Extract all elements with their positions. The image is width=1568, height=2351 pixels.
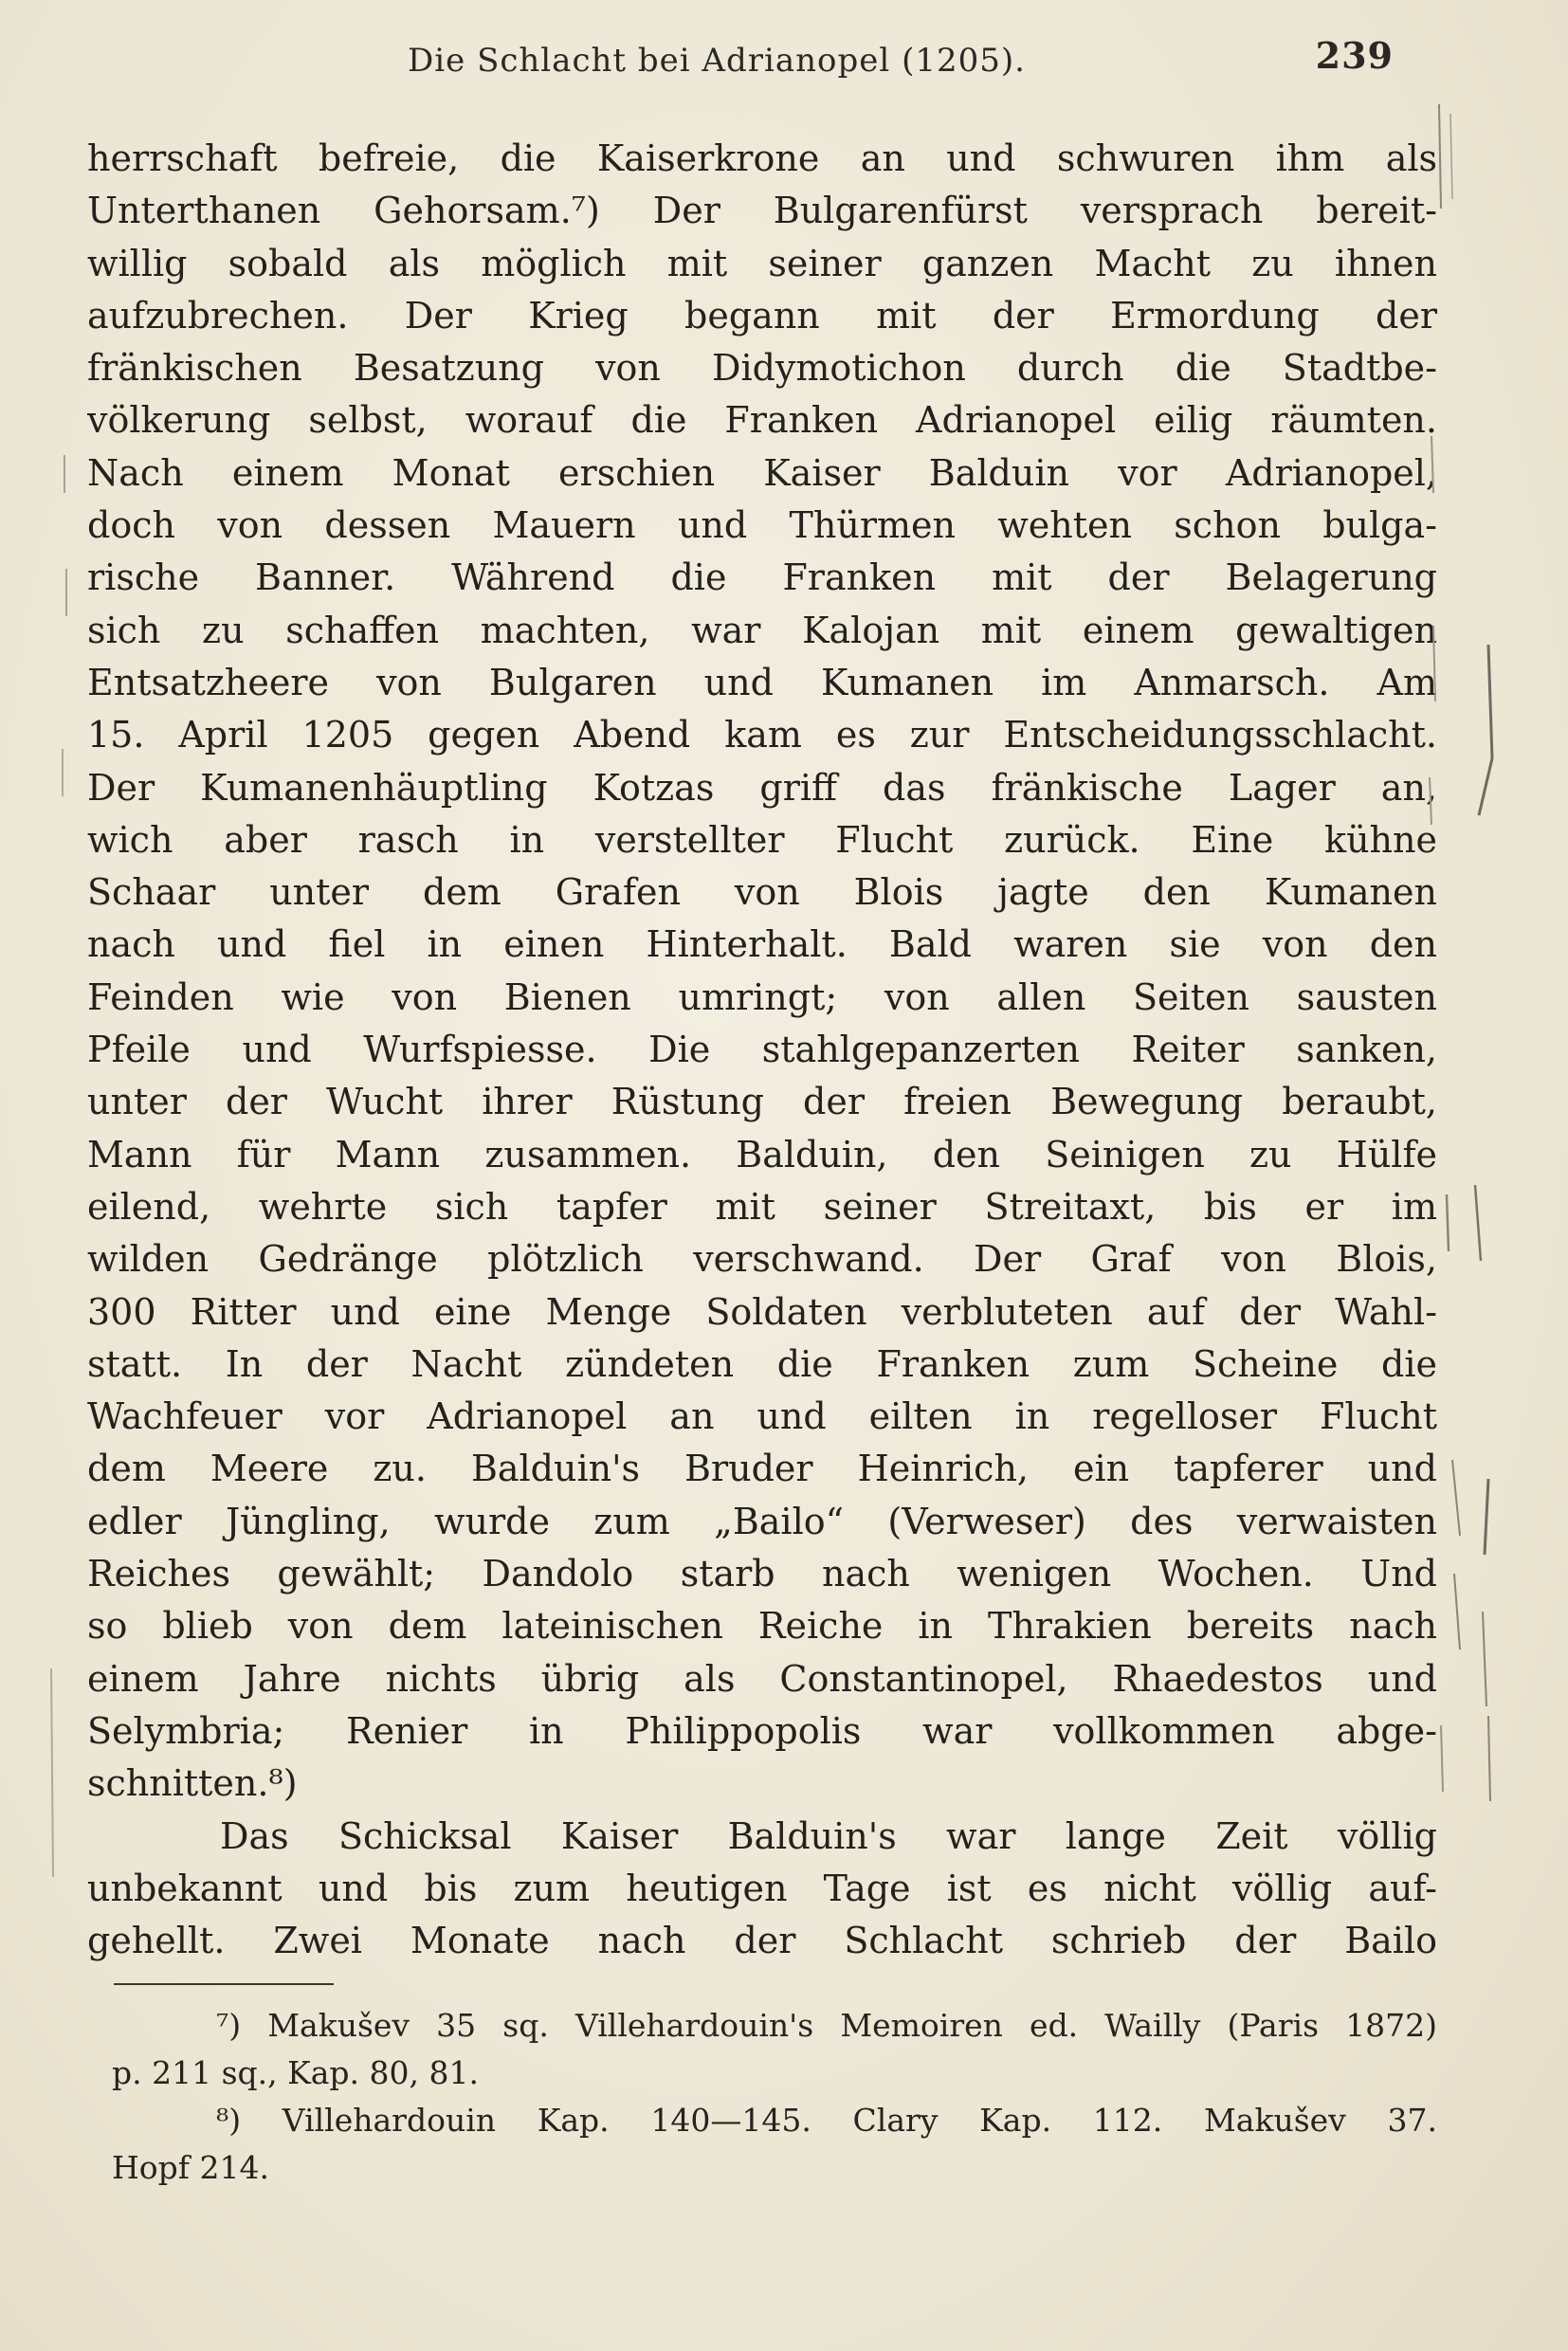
left-pencil-marks bbox=[38, 436, 76, 1953]
text-line: Pfeile und Wurfspiesse. Die stahlgepanzerten Reiter sanken, bbox=[87, 1029, 1437, 1071]
body-text bbox=[87, 133, 1437, 1967]
text-line: Unterthanen Gehorsam.⁷) Der Bulgarenfürst versprach bereit- bbox=[87, 190, 1437, 232]
text-line: Wachfeuer vor Adrianopel an und eilten in regelloser Flucht bbox=[87, 1395, 1437, 1438]
text-line: dem Meere zu. Balduin's Bruder Heinrich, ein tapferer und bbox=[87, 1448, 1437, 1490]
text-line: Mann für Mann zusammen. Balduin, den Seinigen zu Hülfe bbox=[87, 1133, 1437, 1176]
page-number: 239 bbox=[1315, 34, 1394, 77]
running-head bbox=[408, 34, 1394, 91]
footnote-divider bbox=[114, 1983, 334, 1985]
text-line: Entsatzheere von Bulgaren und Kumanen im Anmarsch. Am bbox=[87, 661, 1437, 703]
text-line: doch von dessen Mauern und Thürmen wehten schon bulga- bbox=[87, 504, 1437, 547]
text-line: Selymbria; Renier in Philippopolis war vollkommen abge- bbox=[87, 1709, 1437, 1752]
text-line: edler Jüngling, wurde zum „Bailo“ (Verweser) des verwaisten bbox=[87, 1500, 1437, 1542]
text-line: aufzubrechen. Der Krieg begann mit der Ermordung der bbox=[87, 294, 1437, 337]
text-line: Feinden wie von Bienen umringt; von allen Seiten sausten bbox=[87, 975, 1437, 1018]
text-line: sich zu schaffen machten, war Kalojan mit einem gewaltigen bbox=[87, 609, 1437, 651]
running-title: Die Schlacht bei Adrianopel (1205). bbox=[408, 42, 1026, 80]
text-line: Nach einem Monat erschien Kaiser Balduin vor Adrianopel, bbox=[87, 451, 1437, 494]
text-line: willig sobald als möglich mit seiner ganzen Macht zu ihnen bbox=[87, 242, 1437, 284]
text-line: unbekannt und bis zum heutigen Tage ist es nicht völlig auf- bbox=[87, 1867, 1437, 1909]
text-line: einem Jahre nichts übrig als Constantinopel, Rhaedestos und bbox=[87, 1657, 1437, 1700]
text-line: Reiches gewählt; Dandolo starb nach wenigen Wochen. Und bbox=[87, 1553, 1437, 1595]
footnote-line: p. 211 sq., Kap. 80, 81. bbox=[112, 2054, 479, 2091]
text-line: wilden Gedränge plötzlich verschwand. Der Graf von Blois, bbox=[87, 1238, 1437, 1281]
footnotes bbox=[112, 2002, 1437, 2192]
margin-pencil-marks bbox=[1422, 95, 1536, 1858]
text-line: wich aber rasch in verstellter Flucht zurück. Eine kühne bbox=[87, 818, 1437, 861]
text-line: rische Banner. Während die Franken mit der Belagerung bbox=[87, 556, 1437, 599]
text-line: fränkischen Besatzung von Didymotichon durch die Stadtbe- bbox=[87, 347, 1437, 390]
footnote-line: ⁸) Villehardouin Kap. 140—145. Clary Kap. 112. Makušev 37. bbox=[216, 2102, 1437, 2139]
paragraph-start-line: Das Schicksal Kaiser Balduin's war lange Zeit völlig bbox=[220, 1814, 1437, 1857]
text-line: völkerung selbst, worauf die Franken Adrianopel eilig räumten. bbox=[87, 399, 1437, 442]
text-line: unter der Wucht ihrer Rüstung der freien Bewegung beraubt, bbox=[87, 1081, 1437, 1123]
text-line: 15. April 1205 gegen Abend kam es zur Entscheidungsschlacht. bbox=[87, 714, 1437, 756]
text-line: statt. In der Nacht zündeten die Franken zum Scheine die bbox=[87, 1342, 1437, 1385]
text-line: schnitten.⁸) bbox=[87, 1762, 298, 1805]
footnote-line: ⁷) Makušev 35 sq. Villehardouin's Memoiren ed. Wailly (Paris 1872) bbox=[216, 2007, 1437, 2044]
text-line: Der Kumanenhäuptling Kotzas griff das fränkische Lager an, bbox=[87, 766, 1437, 809]
text-line: 300 Ritter und eine Menge Soldaten verbluteten auf der Wahl- bbox=[87, 1290, 1437, 1333]
footnote-line: Hopf 214. bbox=[112, 2149, 269, 2186]
text-line: eilend, wehrte sich tapfer mit seiner Streitaxt, bis er im bbox=[87, 1185, 1437, 1228]
text-line: gehellt. Zwei Monate nach der Schlacht schrieb der Bailo bbox=[87, 1920, 1437, 1962]
text-line: Schaar unter dem Grafen von Blois jagte den Kumanen bbox=[87, 871, 1437, 914]
text-line: so blieb von dem lateinischen Reiche in Thrakien bereits nach bbox=[87, 1605, 1437, 1648]
text-line: herrschaft befreie, die Kaiserkrone an und schwuren ihm als bbox=[87, 137, 1437, 179]
text-line: nach und fiel in einen Hinterhalt. Bald waren sie von den bbox=[87, 923, 1437, 966]
